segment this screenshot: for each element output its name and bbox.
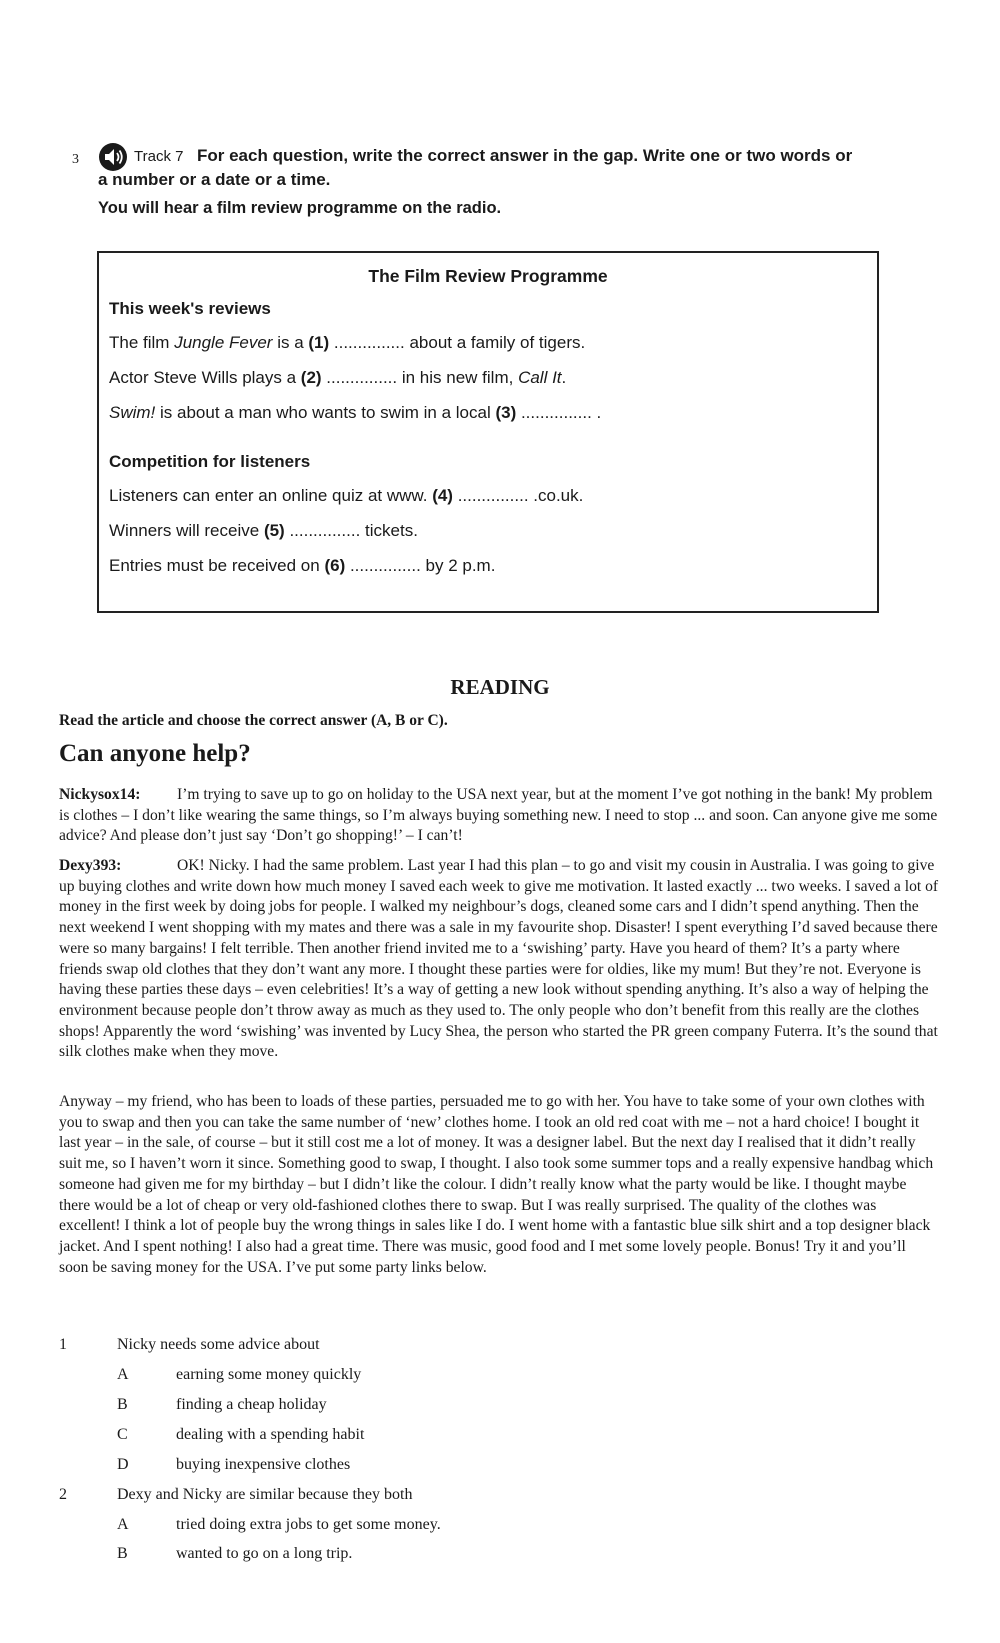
section-title: READING: [450, 675, 550, 699]
gap-blank[interactable]: ............... about a family of tigers.: [329, 333, 586, 352]
post-text: I’m trying to save up to go on holiday to the USA next year, but at the moment I’ve got nothing in the bank! My problem is clothes – I don’t like wearing the same things, so I’m always buying something new. I need to stop ... and soon. Can anyone give me some advice? And please don’t just say ‘Don’t go shopping!’ – I can’t!: [59, 786, 938, 845]
gap-number: (3): [495, 403, 517, 422]
gap-item-2: [109, 368, 566, 388]
gap-number: (1): [308, 333, 330, 352]
gap-number: (6): [324, 556, 346, 575]
option-text[interactable]: wanted to go on a long trip.: [176, 1545, 353, 1562]
option-text[interactable]: finding a cheap holiday: [176, 1396, 327, 1413]
option-letter[interactable]: A: [117, 1516, 129, 1533]
item-text: The film: [109, 333, 175, 352]
post-username: Nickysox14:: [59, 786, 141, 803]
gap-blank[interactable]: ............... tickets.: [284, 521, 418, 540]
section-heading-reviews: This week's reviews: [109, 299, 271, 318]
option-letter[interactable]: C: [117, 1426, 128, 1443]
instruction-line-1: For each question, write the correct answer in the gap. Write one or two words or: [197, 146, 853, 165]
option-letter[interactable]: B: [117, 1545, 128, 1562]
section-heading-competition: Competition for listeners: [109, 452, 311, 471]
option-letter[interactable]: D: [117, 1456, 129, 1473]
instruction-line-2: a number or a date or a time.: [98, 170, 331, 189]
question-number: 3: [72, 152, 79, 167]
gap-blank[interactable]: ............... in his new film,: [321, 368, 519, 387]
option-letter[interactable]: A: [117, 1366, 129, 1383]
gap-blank[interactable]: ............... by 2 p.m.: [345, 556, 496, 575]
item-text: is about a man who wants to swim in a local: [155, 403, 496, 422]
film-title: Jungle Fever: [174, 333, 273, 352]
box-title: The Film Review Programme: [368, 266, 608, 286]
instruction-line-3: You will hear a film review programme on the radio.: [98, 199, 502, 217]
gap-blank[interactable]: ............... .co.uk.: [452, 486, 584, 505]
gap-blank[interactable]: ............... .: [516, 403, 602, 422]
reading-instruction: Read the article and choose the correct answer (A, B or C).: [59, 712, 448, 729]
option-text[interactable]: dealing with a spending habit: [176, 1426, 365, 1443]
option-text[interactable]: tried doing extra jobs to get some money.: [176, 1516, 441, 1533]
audio-speaker-icon[interactable]: [98, 142, 128, 172]
gap-item-1: [109, 333, 585, 353]
gap-number: (4): [432, 486, 453, 505]
film-title: Call It: [518, 368, 562, 387]
forum-post: [59, 785, 939, 847]
film-title: Swim!: [109, 403, 156, 422]
option-text[interactable]: buying inexpensive clothes: [176, 1456, 351, 1473]
gap-number: (2): [300, 368, 322, 387]
track-label: Track 7: [134, 148, 184, 165]
gap-item-6: [109, 556, 495, 576]
item-text: Entries must be received on: [109, 556, 325, 575]
film-review-box: [97, 251, 879, 613]
post-username: Dexy393:: [59, 857, 122, 874]
gap-item-5: [109, 521, 418, 541]
item-text: .: [561, 368, 567, 387]
question-number: 2: [59, 1486, 67, 1503]
forum-post: [59, 856, 939, 1063]
article-title: Can anyone help?: [59, 740, 251, 767]
gap-item-3: [109, 403, 601, 423]
question-number: 1: [59, 1336, 67, 1353]
post-continuation: Anyway – my friend, who has been to loads of these parties, persuaded me to go with her. You have to take some of your own clothes with you to swap and then you can take the same number of ‘new’ clothes home. I took an old red coat with me – not a hard choice! I bought it last year – in the sale, of course – but it still cost me a lot of money. It was a designer label. But the next day I realised that it didn’t really suit me, so I haven’t worn it since. Something good to swap, I thought. I also took some summer tops and a really expensive handbag which someone had given me for my birthday – but I didn’t like the colour. I didn’t really know what the party would be like. I thought maybe there would be a lot of cheap or very old-fashioned clothes there to swap. But I was really surprised. The quality of the clothes was excellent! I think a lot of people buy the wrong things in sales like I do. I went home with a fantastic blue silk shirt and a top designer black jacket. And I spent nothing! I also had a great time. There was music, good food and I met some lovely people. Bonus! Try it and you’ll soon be saving money for the USA. I’ve put some party links below.: [59, 1093, 934, 1276]
option-text[interactable]: earning some money quickly: [176, 1366, 362, 1383]
option-letter[interactable]: B: [117, 1396, 128, 1413]
item-text: Listeners can enter an online quiz at www.: [109, 486, 433, 505]
gap-number: (5): [263, 521, 285, 540]
post-text: OK! Nicky. I had the same problem. Last year I had this plan – to go and visit my cousin in Australia. I was going to give up buying clothes and write down how much money I saved each week to give me motivation. It lasted exactly ... two weeks. I saved a lot of money in the first week by doing jobs for people. I walked my neighbour’s dogs, cleaned some cars and I didn’t spend anything. Then the next weekend I went shopping with my mates and there was a sale in my favourite shop. Disaster! I spent everything I’d saved because there were so many bargains! I felt terrible. Then another friend invited me to a ‘swishing’ party. Have you heard of them? It’s a party where friends swap old clothes that they don’t want any more. I thought these parties were for oldies, like my mum! But they’re not. Everyone is having these parties these days – even celebrities! It’s a way of getting a new look without spending anything. It’s also a way of helping the environment because people don’t throw away as much as they used to. The only people who don’t benefit from this really are the clothes shops! Apparently the word ‘swishing’ was invented by Lucy Shea, the person who started the PR green company Futerra. It’s the sound that silk clothes make when they move.: [59, 857, 939, 1061]
item-text: Actor Steve Wills plays a: [109, 368, 301, 387]
question-text: Nicky needs some advice about: [117, 1336, 320, 1353]
item-text: is a: [272, 333, 309, 352]
item-text: Winners will receive: [109, 521, 264, 540]
gap-item-4: [109, 486, 583, 506]
question-text: Dexy and Nicky are similar because they both: [117, 1486, 413, 1503]
